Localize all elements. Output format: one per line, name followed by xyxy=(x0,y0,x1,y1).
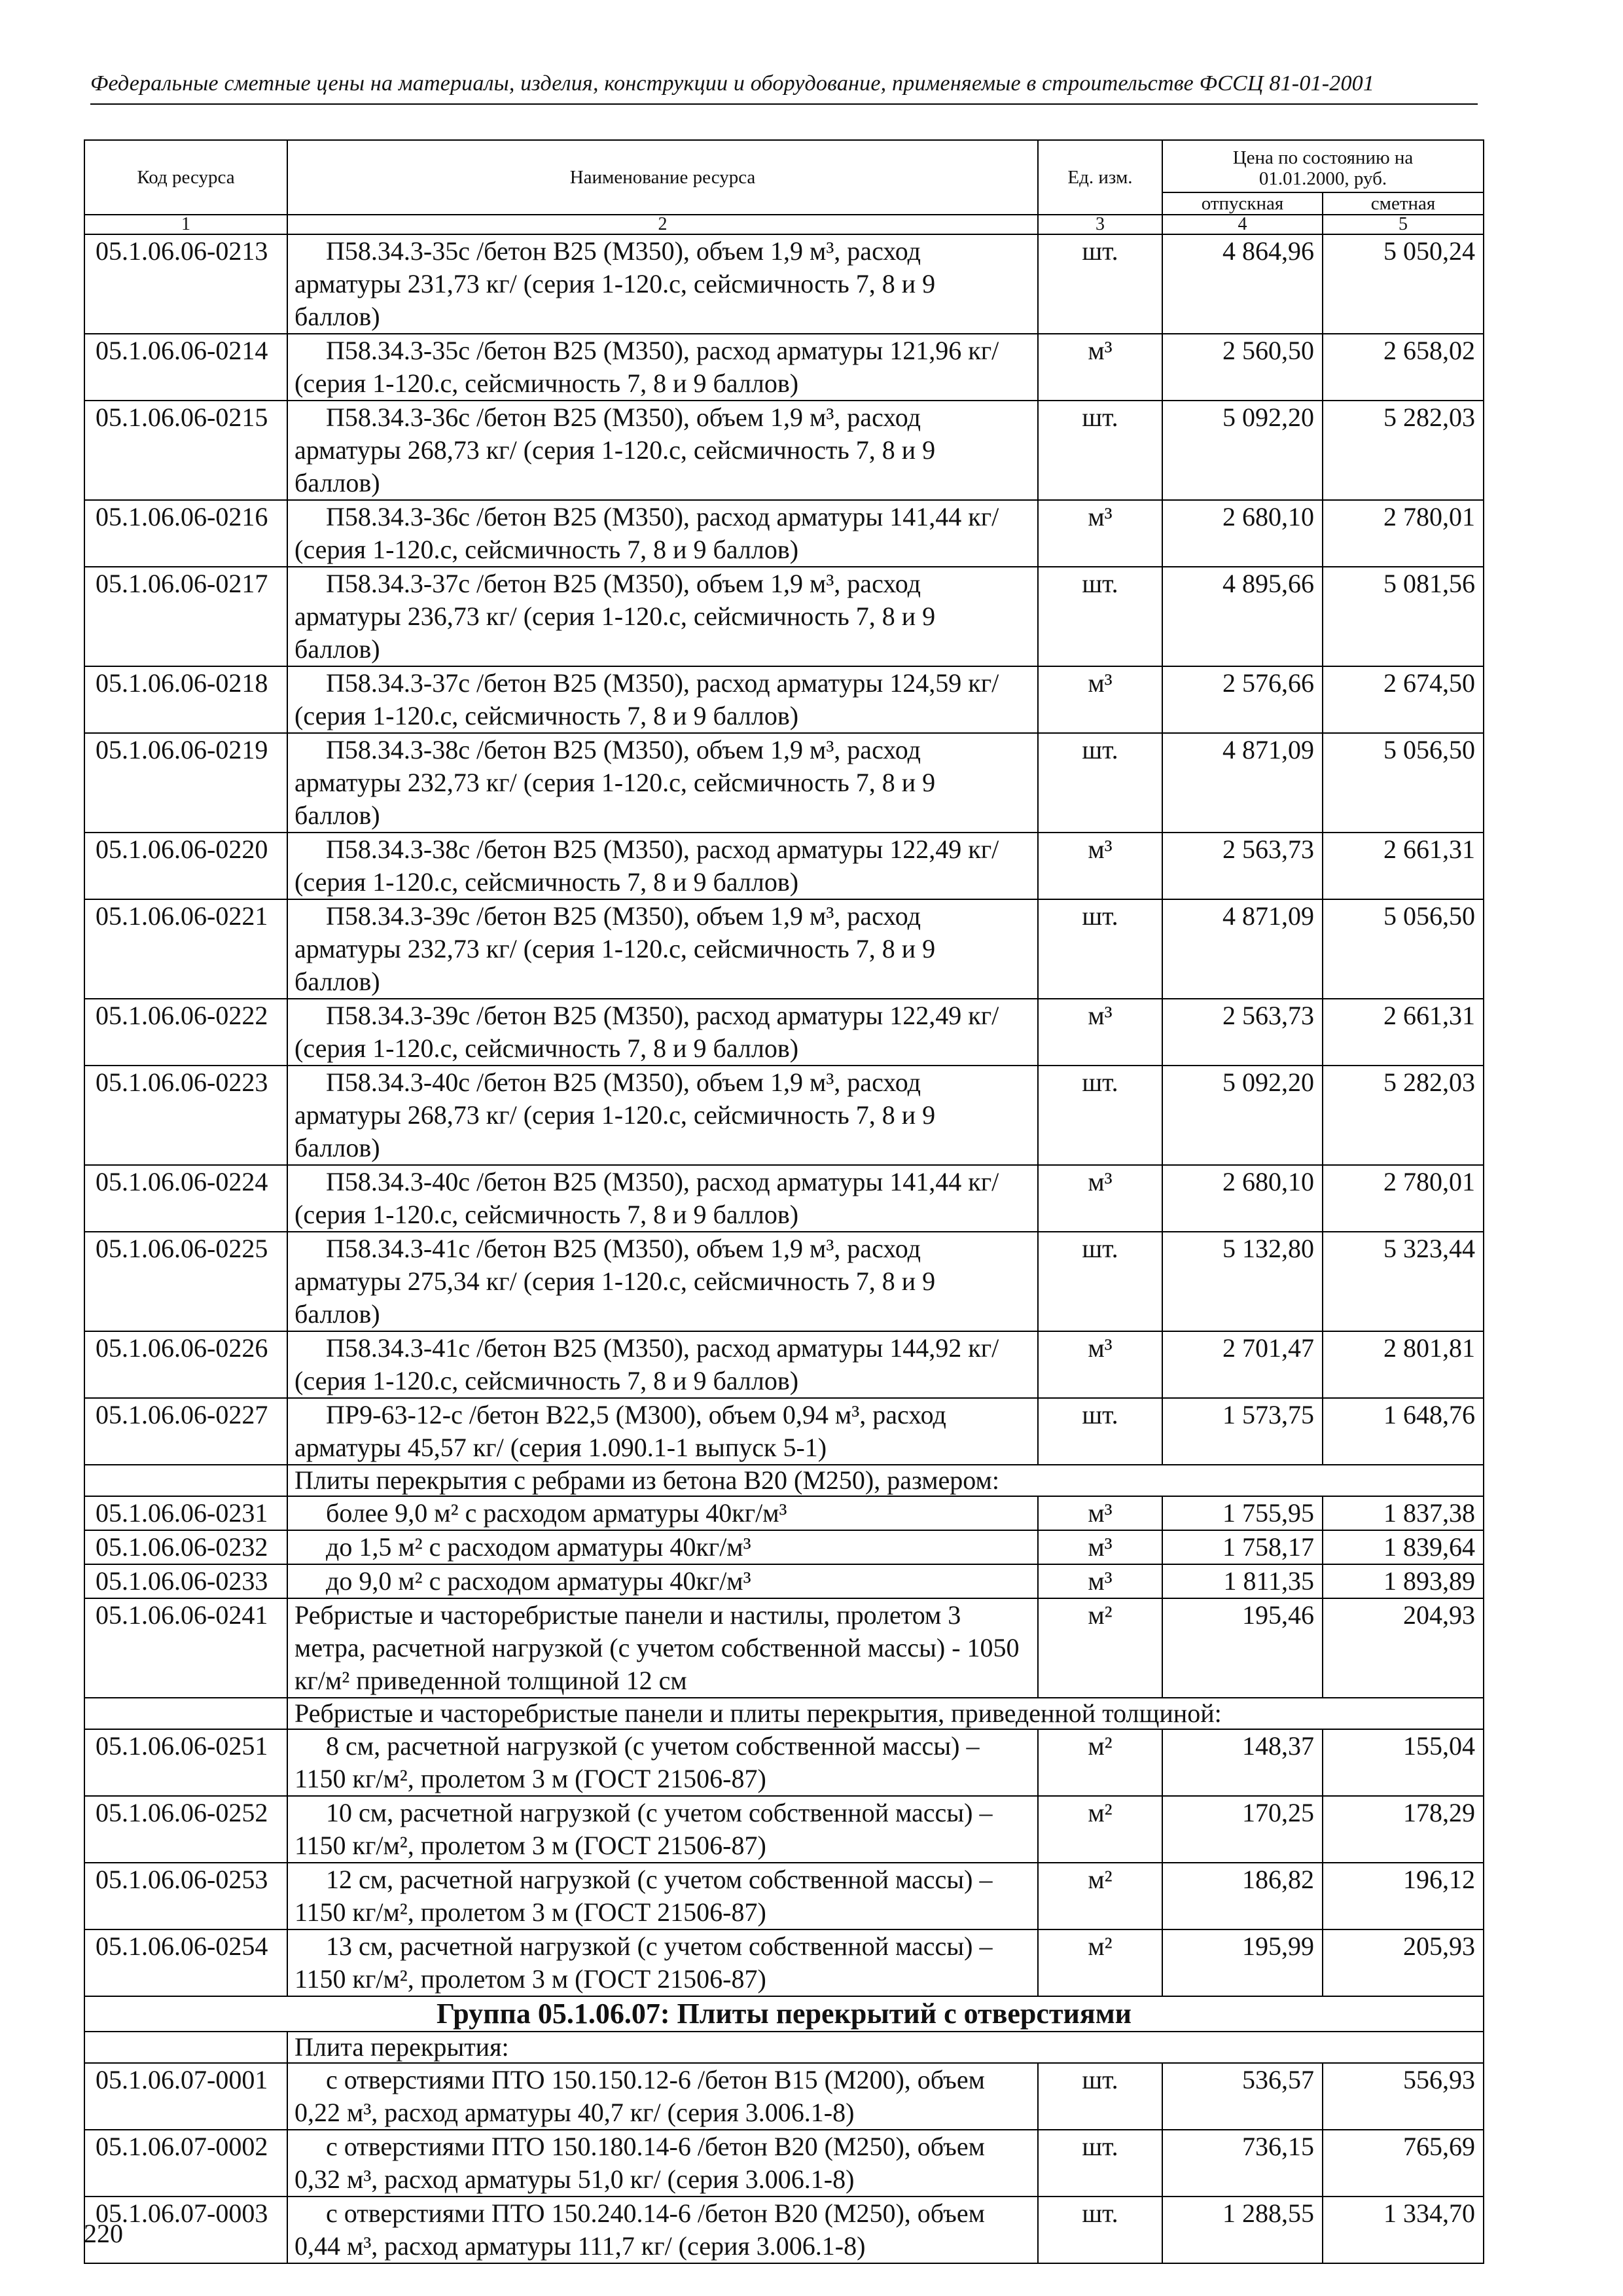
estimate-price: 2 661,31 xyxy=(1323,999,1484,1066)
release-price: 1 811,35 xyxy=(1162,1564,1323,1598)
resource-code: 05.1.06.06-0219 xyxy=(84,733,287,833)
resource-name: до 1,5 м² с расходом арматуры 40кг/м³ xyxy=(287,1530,1038,1564)
table-row xyxy=(84,1564,1484,1598)
table-row xyxy=(84,1729,1484,1796)
table-row xyxy=(84,733,1484,833)
resource-name: ПР9-63-12-с /бетон В22,5 (М300), объем 0,94 м³, расход арматуры 45,57 кг/ (серия 1.090.1-1 выпуск 5-1) xyxy=(287,1398,1038,1465)
estimate-price: 2 674,50 xyxy=(1323,666,1484,733)
table-row xyxy=(84,1331,1484,1398)
unit-of-measure: м² xyxy=(1038,1796,1162,1863)
table-row xyxy=(84,1165,1484,1232)
estimate-price: 204,93 xyxy=(1323,1598,1484,1698)
resource-code: 05.1.06.06-0241 xyxy=(84,1598,287,1698)
resource-name: П58.34.3-39с /бетон В25 (М350), расход арматуры 122,49 кг/ (серия 1-120.с, сейсмичность 7, 8 и 9 баллов) xyxy=(287,999,1038,1066)
unit-of-measure: м³ xyxy=(1038,833,1162,899)
release-price: 5 132,80 xyxy=(1162,1232,1323,1331)
unit-of-measure: шт. xyxy=(1038,899,1162,999)
subheader-text: Ребристые и часторебристые панели и плиты перекрытия, приведенной толщиной: xyxy=(287,1698,1484,1729)
resource-code: 05.1.06.06-0217 xyxy=(84,567,287,666)
estimate-price: 556,93 xyxy=(1323,2063,1484,2130)
resource-code: 05.1.06.06-0223 xyxy=(84,1066,287,1165)
table-row xyxy=(84,1530,1484,1564)
release-price: 4 864,96 xyxy=(1162,234,1323,334)
release-price: 195,46 xyxy=(1162,1598,1323,1698)
table-row xyxy=(84,1232,1484,1331)
group-heading: Группа 05.1.06.07: Плиты перекрытий с отверстиями xyxy=(84,1996,1484,2032)
resource-code: 05.1.06.06-0216 xyxy=(84,500,287,567)
table-row xyxy=(84,334,1484,401)
release-price: 1 288,55 xyxy=(1162,2197,1323,2263)
estimate-price: 2 658,02 xyxy=(1323,334,1484,401)
resource-name: 13 см, расчетной нагрузкой (с учетом собственной массы) – 1150 кг/м², пролетом 3 м (ГОСТ 21506-87) xyxy=(287,1929,1038,1996)
unit-of-measure: шт. xyxy=(1038,401,1162,500)
resource-code: 05.1.06.06-0213 xyxy=(84,234,287,334)
resource-name: П58.34.3-38с /бетон В25 (М350), расход арматуры 122,49 кг/ (серия 1-120.с, сейсмичность 7, 8 и 9 баллов) xyxy=(287,833,1038,899)
unit-of-measure: шт. xyxy=(1038,1398,1162,1465)
resource-name: до 9,0 м² с расходом арматуры 40кг/м³ xyxy=(287,1564,1038,1598)
table-row xyxy=(84,833,1484,899)
estimate-price: 2 780,01 xyxy=(1323,1165,1484,1232)
release-price: 170,25 xyxy=(1162,1796,1323,1863)
unit-of-measure: м³ xyxy=(1038,1496,1162,1530)
release-price: 1 758,17 xyxy=(1162,1530,1323,1564)
estimate-price: 155,04 xyxy=(1323,1729,1484,1796)
unit-of-measure: шт. xyxy=(1038,733,1162,833)
col-number-3: 3 xyxy=(1038,215,1162,234)
release-price: 4 871,09 xyxy=(1162,899,1323,999)
release-price: 5 092,20 xyxy=(1162,401,1323,500)
resource-code: 05.1.06.06-0226 xyxy=(84,1331,287,1398)
subheader-text: Плиты перекрытия с ребрами из бетона В20 (М250), размером: xyxy=(287,1465,1484,1496)
resource-name: с отверстиями ПТО 150.240.14-6 /бетон В20 (М250), объем 0,44 м³, расход арматуры 111,7 кг/ (серия 3.006.1-8) xyxy=(287,2197,1038,2263)
estimate-price: 1 839,64 xyxy=(1323,1530,1484,1564)
unit-of-measure: шт. xyxy=(1038,1232,1162,1331)
table-row xyxy=(84,1796,1484,1863)
resource-name: П58.34.3-37с /бетон В25 (М350), расход арматуры 124,59 кг/ (серия 1-120.с, сейсмичность 7, 8 и 9 баллов) xyxy=(287,666,1038,733)
estimate-price: 178,29 xyxy=(1323,1796,1484,1863)
resource-code: 05.1.06.07-0002 xyxy=(84,2130,287,2197)
estimate-price: 5 081,56 xyxy=(1323,567,1484,666)
table-row xyxy=(84,1929,1484,1996)
page-number: 220 xyxy=(84,2219,123,2248)
resource-name: 10 см, расчетной нагрузкой (с учетом собственной массы) – 1150 кг/м², пролетом 3 м (ГОСТ 21506-87) xyxy=(287,1796,1038,1863)
header-rule xyxy=(90,103,1478,105)
col-number-5: 5 xyxy=(1323,215,1484,234)
release-price: 2 680,10 xyxy=(1162,1165,1323,1232)
estimate-price: 5 282,03 xyxy=(1323,1066,1484,1165)
table-row xyxy=(84,234,1484,334)
group-heading-row xyxy=(84,1996,1484,2032)
estimate-price: 196,12 xyxy=(1323,1863,1484,1929)
resource-name: более 9,0 м² с расходом арматуры 40кг/м³ xyxy=(287,1496,1038,1530)
table-row xyxy=(84,1496,1484,1530)
running-header: Федеральные сметные цены на материалы, изделия, конструкции и оборудование, применяемые в строительстве ФССЦ 81-01-2001 xyxy=(90,71,1375,96)
table-row xyxy=(84,1598,1484,1698)
estimate-price: 1 648,76 xyxy=(1323,1398,1484,1465)
unit-of-measure: м³ xyxy=(1038,334,1162,401)
unit-of-measure: м³ xyxy=(1038,1331,1162,1398)
resource-name: П58.34.3-38с /бетон В25 (М350), объем 1,9 м³, расход арматуры 232,73 кг/ (серия 1-120.с, сейсмичность 7, 8 и 9 баллов) xyxy=(287,733,1038,833)
unit-of-measure: м² xyxy=(1038,1929,1162,1996)
unit-of-measure: м² xyxy=(1038,1598,1162,1698)
estimate-price: 765,69 xyxy=(1323,2130,1484,2197)
resource-code: 05.1.06.06-0251 xyxy=(84,1729,287,1796)
unit-of-measure: м³ xyxy=(1038,1530,1162,1564)
estimate-price: 1 893,89 xyxy=(1323,1564,1484,1598)
table-row xyxy=(84,401,1484,500)
resource-name: Ребристые и часторебристые панели и настилы, пролетом 3 метра, расчетной нагрузкой (с учетом собственной массы) - 1050 кг/м² приведенной толщиной 12 см xyxy=(287,1598,1038,1698)
resource-code: 05.1.06.06-0222 xyxy=(84,999,287,1066)
release-price: 536,57 xyxy=(1162,2063,1323,2130)
release-price: 1 573,75 xyxy=(1162,1398,1323,1465)
table-row xyxy=(84,1398,1484,1465)
release-price: 2 563,73 xyxy=(1162,999,1323,1066)
resource-code: 05.1.06.07-0003 xyxy=(84,2197,287,2263)
table-row xyxy=(84,2130,1484,2197)
subheader-row xyxy=(84,2032,1484,2063)
col-number-2: 2 xyxy=(287,215,1038,234)
estimate-price: 2 801,81 xyxy=(1323,1331,1484,1398)
resource-name: 12 см, расчетной нагрузкой (с учетом собственной массы) – 1150 кг/м², пролетом 3 м (ГОСТ 21506-87) xyxy=(287,1863,1038,1929)
resource-code: 05.1.06.06-0214 xyxy=(84,334,287,401)
subheader-code-cell xyxy=(84,1698,287,1729)
col-header-price-group: Цена по состоянию на 01.01.2000, руб. xyxy=(1162,140,1484,192)
unit-of-measure: шт. xyxy=(1038,234,1162,334)
estimate-price: 2 661,31 xyxy=(1323,833,1484,899)
col-number-4: 4 xyxy=(1162,215,1323,234)
resource-code: 05.1.06.06-0224 xyxy=(84,1165,287,1232)
resource-name: П58.34.3-40с /бетон В25 (М350), объем 1,9 м³, расход арматуры 268,73 кг/ (серия 1-120.с, сейсмичность 7, 8 и 9 баллов) xyxy=(287,1066,1038,1165)
table-row xyxy=(84,1066,1484,1165)
unit-of-measure: м² xyxy=(1038,1729,1162,1796)
resource-name: П58.34.3-35с /бетон В25 (М350), объем 1,9 м³, расход арматуры 231,73 кг/ (серия 1-120.с, сейсмичность 7, 8 и 9 баллов) xyxy=(287,234,1038,334)
subheader-code-cell xyxy=(84,2032,287,2063)
subheader-code-cell xyxy=(84,1465,287,1496)
subheader-row xyxy=(84,1465,1484,1496)
release-price: 186,82 xyxy=(1162,1863,1323,1929)
resource-code: 05.1.06.06-0232 xyxy=(84,1530,287,1564)
release-price: 5 092,20 xyxy=(1162,1066,1323,1165)
resource-name: П58.34.3-41с /бетон В25 (М350), объем 1,9 м³, расход арматуры 275,34 кг/ (серия 1-120.с, сейсмичность 7, 8 и 9 баллов) xyxy=(287,1232,1038,1331)
resource-name: П58.34.3-35с /бетон В25 (М350), расход арматуры 121,96 кг/ (серия 1-120.с, сейсмичность 7, 8 и 9 баллов) xyxy=(287,334,1038,401)
unit-of-measure: шт. xyxy=(1038,2130,1162,2197)
estimate-price: 5 056,50 xyxy=(1323,733,1484,833)
resource-code: 05.1.06.06-0233 xyxy=(84,1564,287,1598)
release-price: 195,99 xyxy=(1162,1929,1323,1996)
resource-name: П58.34.3-39с /бетон В25 (М350), объем 1,9 м³, расход арматуры 232,73 кг/ (серия 1-120.с, сейсмичность 7, 8 и 9 баллов) xyxy=(287,899,1038,999)
estimate-price: 2 780,01 xyxy=(1323,500,1484,567)
release-price: 2 680,10 xyxy=(1162,500,1323,567)
release-price: 2 576,66 xyxy=(1162,666,1323,733)
unit-of-measure: шт. xyxy=(1038,2063,1162,2130)
resource-code: 05.1.06.06-0231 xyxy=(84,1496,287,1530)
table-row xyxy=(84,999,1484,1066)
estimate-price: 5 323,44 xyxy=(1323,1232,1484,1331)
unit-of-measure: шт. xyxy=(1038,2197,1162,2263)
resource-code: 05.1.06.06-0253 xyxy=(84,1863,287,1929)
release-price: 1 755,95 xyxy=(1162,1496,1323,1530)
resource-code: 05.1.06.07-0001 xyxy=(84,2063,287,2130)
release-price: 2 560,50 xyxy=(1162,334,1323,401)
release-price: 2 701,47 xyxy=(1162,1331,1323,1398)
resource-code: 05.1.06.06-0252 xyxy=(84,1796,287,1863)
resource-code: 05.1.06.06-0254 xyxy=(84,1929,287,1996)
resource-name: 8 см, расчетной нагрузкой (с учетом собственной массы) – 1150 кг/м², пролетом 3 м (ГОСТ 21506-87) xyxy=(287,1729,1038,1796)
table-row xyxy=(84,666,1484,733)
col-header-name: Наименование ресурса xyxy=(287,140,1038,215)
release-price: 148,37 xyxy=(1162,1729,1323,1796)
unit-of-measure: м² xyxy=(1038,1863,1162,1929)
estimate-price: 5 282,03 xyxy=(1323,401,1484,500)
col-number-1: 1 xyxy=(84,215,287,234)
unit-of-measure: м³ xyxy=(1038,666,1162,733)
release-price: 4 895,66 xyxy=(1162,567,1323,666)
resource-code: 05.1.06.06-0227 xyxy=(84,1398,287,1465)
unit-of-measure: м³ xyxy=(1038,1564,1162,1598)
col-header-release: отпускная xyxy=(1162,192,1323,215)
unit-of-measure: м³ xyxy=(1038,500,1162,567)
subheader-text: Плита перекрытия: xyxy=(287,2032,1484,2063)
col-header-estimate: сметная xyxy=(1323,192,1484,215)
table-body xyxy=(84,234,1484,2263)
table-row xyxy=(84,2197,1484,2263)
release-price: 2 563,73 xyxy=(1162,833,1323,899)
resource-name: П58.34.3-40с /бетон В25 (М350), расход арматуры 141,44 кг/ (серия 1-120.с, сейсмичность 7, 8 и 9 баллов) xyxy=(287,1165,1038,1232)
table-row xyxy=(84,1863,1484,1929)
resource-name: П58.34.3-36с /бетон В25 (М350), расход арматуры 141,44 кг/ (серия 1-120.с, сейсмичность 7, 8 и 9 баллов) xyxy=(287,500,1038,567)
resource-name: с отверстиями ПТО 150.180.14-6 /бетон В20 (М250), объем 0,32 м³, расход арматуры 51,0 кг/ (серия 3.006.1-8) xyxy=(287,2130,1038,2197)
unit-of-measure: шт. xyxy=(1038,1066,1162,1165)
unit-of-measure: шт. xyxy=(1038,567,1162,666)
resource-code: 05.1.06.06-0225 xyxy=(84,1232,287,1331)
unit-of-measure: м³ xyxy=(1038,1165,1162,1232)
estimate-price: 5 050,24 xyxy=(1323,234,1484,334)
table-row xyxy=(84,899,1484,999)
resource-code: 05.1.06.06-0220 xyxy=(84,833,287,899)
table-row xyxy=(84,2063,1484,2130)
resource-code: 05.1.06.06-0221 xyxy=(84,899,287,999)
subheader-row xyxy=(84,1698,1484,1729)
estimate-price: 5 056,50 xyxy=(1323,899,1484,999)
table-row xyxy=(84,500,1484,567)
resource-name: с отверстиями ПТО 150.150.12-6 /бетон В15 (М200), объем 0,22 м³, расход арматуры 40,7 кг/ (серия 3.006.1-8) xyxy=(287,2063,1038,2130)
resource-name: П58.34.3-36с /бетон В25 (М350), объем 1,9 м³, расход арматуры 268,73 кг/ (серия 1-120.с, сейсмичность 7, 8 и 9 баллов) xyxy=(287,401,1038,500)
col-header-code: Код ресурса xyxy=(84,140,287,215)
price-table xyxy=(84,139,1484,2264)
release-price: 736,15 xyxy=(1162,2130,1323,2197)
col-header-unit: Ед. изм. xyxy=(1038,140,1162,215)
table-row xyxy=(84,567,1484,666)
resource-code: 05.1.06.06-0218 xyxy=(84,666,287,733)
resource-name: П58.34.3-41с /бетон В25 (М350), расход арматуры 144,92 кг/ (серия 1-120.с, сейсмичность 7, 8 и 9 баллов) xyxy=(287,1331,1038,1398)
unit-of-measure: м³ xyxy=(1038,999,1162,1066)
estimate-price: 205,93 xyxy=(1323,1929,1484,1996)
estimate-price: 1 837,38 xyxy=(1323,1496,1484,1530)
estimate-price: 1 334,70 xyxy=(1323,2197,1484,2263)
release-price: 4 871,09 xyxy=(1162,733,1323,833)
resource-code: 05.1.06.06-0215 xyxy=(84,401,287,500)
resource-name: П58.34.3-37с /бетон В25 (М350), объем 1,9 м³, расход арматуры 236,73 кг/ (серия 1-120.с, сейсмичность 7, 8 и 9 баллов) xyxy=(287,567,1038,666)
